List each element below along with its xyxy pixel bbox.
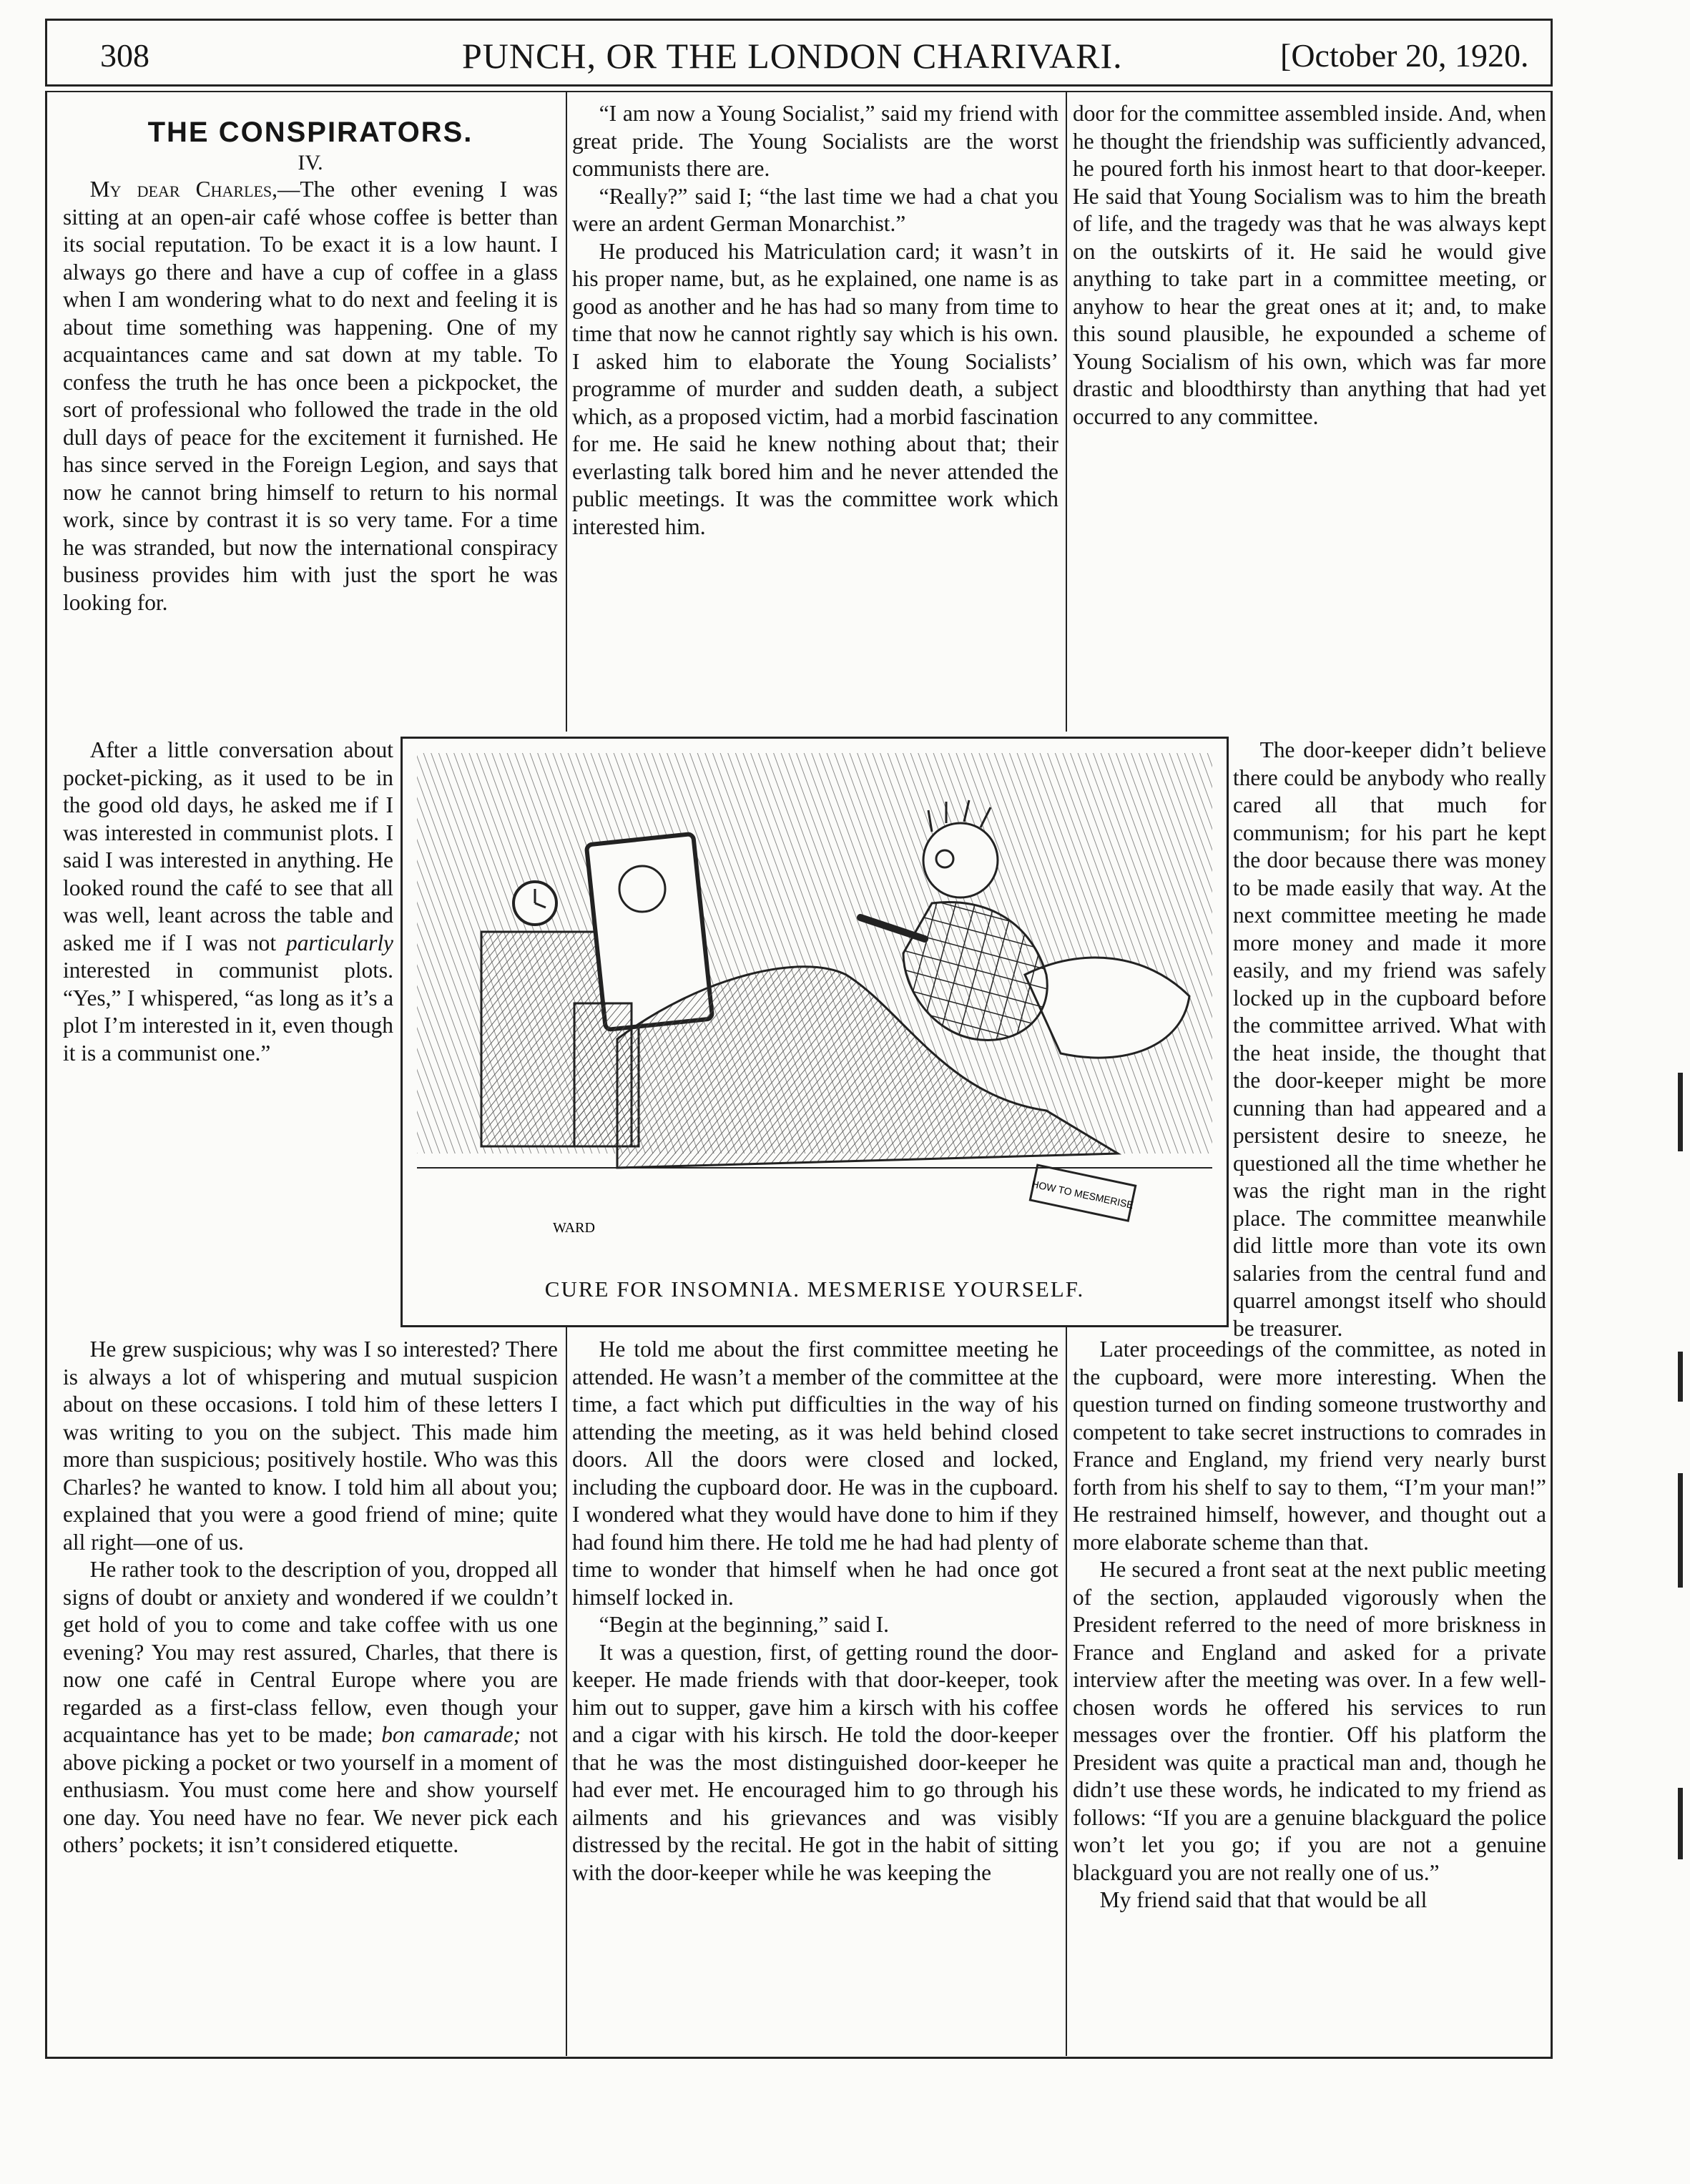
- paragraph: My friend said that that would be all: [1099, 1887, 1428, 1912]
- paragraph: He produced his Matriculation card; it wasn’t in his proper name, but, as he explained, one name is as good as another and he has had so many from time to time that now he cannot rightly say which is his own. I asked him to elaborate the Young Socialists’ programme of murder and sudden death, a subject which, as a proposed victim, had a morbid fascination for me. He said he knew nothing about that; their everlasting talk bored him and he never attended the public meetings. It was the committee work which interested him.: [572, 238, 1058, 539]
- column-2-top: [572, 100, 1058, 541]
- paragraph: He secured a front seat at the next public meeting of the section, applauded vigorously when the President referred to the need of more briskness in France and England and asked for a private interview after the meeting was over. In a few well-chosen words he offered his services to run messages over the frontier. Off his platform the President was quite a practical man and, though he didn’t use these words, he indicated to my friend as follows: “If you are a genuine blackguard the police won’t let you go; if you are not a genuine blackguard you are not really one of us.”: [1073, 1557, 1546, 1885]
- scan-mark: [1678, 1352, 1683, 1402]
- scan-mark: [1678, 1073, 1683, 1151]
- paragraph-text: interested in communist plots. “Yes,” I whispered, “as long as it’s a plot I’m interested in it, even though it is a communist one.”: [63, 958, 393, 1066]
- paragraph: “Really?” said I; “the last time we had a chat you were an ardent German Monarchist.”: [572, 183, 1058, 236]
- column-3-top: [1073, 100, 1546, 431]
- column-2-bottom: [572, 1336, 1058, 1887]
- article-part: IV.: [298, 151, 323, 174]
- paragraph: The door-keeper didn’t believe there could be anybody who really cared all that much for communism; for his part he kept the door because there was money to be made easily that way. At the next committee meeting he made more money and made it more easily, and my friend was safely locked up in the cupboard before the committee arrived. What with the heat inside, the thought that the door-keeper might be more cunning than had appeared and a persistent desire to sneeze, he questioned all the time whether he was the right man in the right place. The committee meanwhile did little more than vote its own salaries from the central fund and quarrel amongst itself who should be treasurer.: [1233, 737, 1546, 1341]
- paragraph: He grew suspicious; why was I so interested? There is always a lot of whispering and mutual suspicion about on these occasions. I told him of these letters I was writing to you on the subject. This made him more than suspicious; positively hostile. Who was this Charles? he wanted to know. I told him all about you; explained that you were a good friend of mine; quite all right—one of us.: [63, 1337, 558, 1555]
- artist-signature: WARD: [553, 1220, 595, 1236]
- column-rule-1-top: [566, 92, 567, 732]
- column-rule-1-bottom: [566, 1327, 567, 2056]
- paragraph-text: —The other evening I was sitting at an open-air café whose coffee is better than its social reputation. To be exact it is a low haunt. I always go there and have a cup of coffee in a glass when I am wondering what to do next and feeling it is about time something was happening. One of my acquaintances came and sat down at my table. To confess the truth he has once been a pickpocket, the sort of professional who followed the trade in the old dull days of peace for the excitement it furnished. He has since served in the Foreign Legion, and says that now he cannot bring himself to return to his normal work, since by contrast it is so very tame. For a time he was stranded, but now the international conspiracy business provides him with just the sport he was looking for.: [63, 177, 558, 615]
- column-3-bottom: [1073, 1336, 1546, 1914]
- header-rule-right: [1551, 19, 1553, 86]
- column-rule-2-top: [1066, 92, 1067, 732]
- header-rule-left: [45, 19, 47, 86]
- frame-right: [1551, 91, 1553, 2059]
- paragraph: Later proceedings of the committee, as noted in the cupboard, were more interesting. When the question turned on finding someone trustworthy and competent to take secret instructions to comrades in France and England, my friend very nearly burst forth from his shelf to say to them, “I’m your man!” He restrained himself, however, and thought out a more elaborate scheme than that.: [1073, 1337, 1546, 1555]
- cartoon-illustration: [403, 739, 1227, 1268]
- cartoon-caption: CURE FOR INSOMNIA. MESMERISE YOURSELF.: [544, 1277, 1085, 1302]
- issue-date: [October 20, 1920.: [1280, 37, 1529, 74]
- man-head: [923, 823, 998, 897]
- scan-mark: [1678, 1473, 1683, 1588]
- frame-bottom: [45, 2057, 1553, 2059]
- book-icon: [1028, 1165, 1137, 1221]
- emphasis: particularly: [286, 930, 393, 955]
- header-rule-top: [45, 19, 1553, 21]
- header-rule-bottom: [45, 84, 1553, 87]
- paragraph: “I am now a Young Socialist,” said my friend with great pride. The Young Socialists are the worst communists there are.: [572, 101, 1058, 181]
- publication-title: PUNCH, OR THE LONDON CHARIVARI.: [462, 36, 1123, 76]
- column-1-top: [63, 114, 558, 616]
- header-rule-bottom-thin: [45, 91, 1553, 92]
- column-3-narrow: [1233, 737, 1546, 1342]
- column-1-bottom: [63, 1336, 558, 1859]
- cartoon-frame: [401, 737, 1229, 1327]
- article-title: THE CONSPIRATORS.: [147, 117, 473, 148]
- paragraph: It was a question, first, of getting round the door-keeper. He made friends with that door-keeper, took him out to supper, gave him a kirsch with his coffee and a cigar with his kirsch. He told the door-keeper that he was the most distinguished door-keeper he had ever met. He encouraged him to go through his ailments and his grievances and was visibly distressed by the recital. He got in the habit of sitting with the door-keeper while he was keeping the: [572, 1639, 1058, 1885]
- paragraph: [63, 176, 558, 616]
- paragraph-text: not above picking a pocket or two yourself in a moment of enthusiasm. You must come here and show yourself one day. You need have no fear. We never pick each others’ pockets; it isn’t considered etiquette.: [63, 1722, 558, 1857]
- paragraph-text: He rather took to the description of you, dropped all signs of doubt or anxiety and wondered if we couldn’t get hold of you to come and take coffee with us one evening? You may rest assured, Charles, that there is now one café in Central Europe where you are regarded as a first-class fellow, even though your acquaintance has yet to be made;: [63, 1557, 558, 1747]
- frame-left: [45, 91, 47, 2059]
- emphasis: bon camarade;: [381, 1722, 521, 1747]
- paragraph: door for the committee assembled inside. And, when he thought the friendship was sufficiently advanced, he poured forth his inmost heart to that door-keeper. He said that Young Socialism was to him the breath of life, and the tragedy was that he was always kept on the outskirts of it. He said he would give anything to take part in a committee meeting, or anyhow to hear the great ones at it; and, to make this sound plausible, he expounded a scheme of Young Socialism of his own, which was far more drastic and bloodthirsty than anything that had yet occurred to any committee.: [1073, 101, 1546, 429]
- paragraph-text: After a little conversation about pocket-picking, as it used to be in the good old days, he asked me if I was interested in communist plots. I said I was interested in anything. He looked round the café to see that all was well, leant across the table and asked me if I was not: [63, 737, 393, 955]
- paragraph: “Begin at the beginning,” said I.: [599, 1612, 890, 1637]
- column-rule-2-bottom: [1066, 1327, 1067, 2056]
- salutation: My dear Charles,: [89, 177, 278, 202]
- scan-mark: [1678, 1788, 1683, 1859]
- column-1-narrow: [63, 737, 393, 1067]
- book-title: HOW TO MESMERISE: [1031, 1178, 1135, 1211]
- paragraph: He told me about the first committee meeting he attended. He wasn’t a member of the committee at the time, a fact which put difficulties in the way of his attending the meeting, as it was held behind closed doors. All the doors were closed and locked, including the cupboard door. He was in the cupboard. I wondered what they would have done to him if they had found him there. He told me he had had plenty of time to wonder that himself when he had once got himself locked in.: [572, 1337, 1058, 1610]
- page-number: 308: [100, 37, 149, 74]
- paragraph: [63, 737, 393, 1067]
- paragraph: [63, 1556, 558, 1859]
